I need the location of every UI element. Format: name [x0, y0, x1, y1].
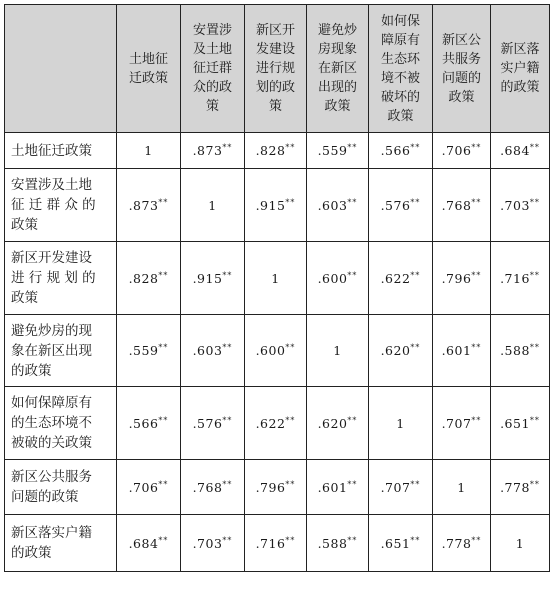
correlation-cell — [307, 242, 369, 315]
table-row — [5, 169, 550, 242]
correlation-cell — [369, 515, 433, 572]
row-header-line: 进 行 规 划 的 — [11, 270, 96, 286]
significance-marker: ** — [471, 535, 482, 545]
significance-marker: ** — [529, 479, 540, 489]
correlation-cell — [433, 133, 491, 169]
significance-marker: ** — [529, 197, 540, 207]
correlation-cell — [117, 133, 181, 169]
column-header-line: 新区落 — [500, 42, 540, 57]
correlation-cell — [245, 169, 307, 242]
correlation-value: .576 — [380, 197, 411, 213]
significance-marker: ** — [222, 270, 233, 280]
column-header-line: 迁政策 — [128, 70, 168, 86]
row-header — [5, 515, 117, 572]
column-header-line: 新区开 — [255, 23, 295, 38]
correlation-cell — [245, 460, 307, 515]
table-row — [5, 242, 550, 315]
significance-marker: ** — [529, 343, 540, 352]
row-header-line: 被破的关政策 — [11, 435, 92, 451]
table-row — [5, 133, 550, 169]
correlation-cell — [369, 133, 433, 169]
column-header-line: 政策 — [387, 108, 414, 124]
correlation-value: .716 — [255, 535, 286, 551]
correlation-value: .622 — [380, 270, 411, 286]
correlation-value: .684 — [128, 535, 159, 551]
row-header-line: 安置涉及土地 — [11, 177, 92, 193]
correlation-cell — [433, 387, 491, 460]
significance-marker: ** — [347, 143, 358, 152]
row-header — [5, 387, 117, 460]
row-header-line: 征 迁 群 众 的 — [11, 197, 96, 213]
correlation-value: .576 — [192, 415, 223, 431]
column-header-line: 策 — [205, 99, 219, 114]
correlation-cell — [307, 387, 369, 460]
significance-marker: ** — [471, 415, 482, 425]
correlation-cell — [181, 315, 245, 387]
column-header — [491, 5, 550, 133]
correlation-cell — [117, 169, 181, 242]
row-header — [5, 133, 117, 169]
correlation-value: .588 — [317, 535, 348, 551]
correlation-cell — [181, 460, 245, 515]
column-header — [369, 5, 433, 133]
significance-marker: ** — [285, 415, 296, 425]
correlation-value: .651 — [380, 535, 411, 551]
correlation-value: 1 — [333, 343, 342, 358]
significance-marker: ** — [222, 479, 233, 489]
column-header-line: 众的政 — [192, 80, 232, 95]
column-header-line: 破坏的 — [380, 89, 420, 105]
significance-marker: ** — [529, 143, 540, 152]
row-header-line: 象在新区出现 — [11, 342, 92, 359]
correlation-value: 1 — [515, 535, 525, 551]
column-header-line: 房现象 — [317, 42, 357, 57]
column-header-line: 问题的 — [441, 70, 481, 86]
correlation-cell — [245, 315, 307, 387]
significance-marker: ** — [222, 143, 233, 152]
significance-marker: ** — [410, 535, 421, 545]
correlation-cell — [181, 387, 245, 460]
correlation-cell — [181, 515, 245, 572]
significance-marker: ** — [471, 270, 482, 280]
correlation-cell — [117, 242, 181, 315]
column-header-line: 共服务 — [441, 51, 481, 67]
correlation-value: .778 — [500, 479, 530, 495]
row-header-line: 新区公共服务 — [11, 469, 92, 485]
column-header-line: 境不被 — [380, 70, 420, 86]
correlation-value: .796 — [441, 270, 472, 286]
row-header-line: 问题的政策 — [11, 489, 79, 505]
column-header — [181, 5, 245, 133]
correlation-cell — [181, 169, 245, 242]
correlation-value: .873 — [192, 143, 223, 158]
column-header-line: 生态环 — [380, 51, 420, 67]
correlation-value: .706 — [441, 143, 472, 158]
column-header-line: 发建设 — [255, 42, 295, 57]
correlation-value: .828 — [255, 143, 286, 158]
column-header-line: 如何保 — [380, 13, 420, 29]
correlation-cell — [117, 387, 181, 460]
correlation-value: 1 — [144, 143, 153, 158]
correlation-cell — [491, 387, 550, 460]
column-header-line: 安置涉 — [192, 23, 232, 38]
significance-marker: ** — [471, 197, 482, 207]
correlation-value: .915 — [255, 197, 286, 213]
row-header — [5, 460, 117, 515]
significance-marker: ** — [410, 343, 421, 352]
significance-marker: ** — [410, 143, 421, 152]
table-row — [5, 515, 550, 572]
column-header-line: 避免炒 — [317, 23, 357, 38]
correlation-value: .768 — [441, 197, 472, 213]
correlation-cell — [491, 133, 550, 169]
correlation-cell — [245, 133, 307, 169]
column-header-line: 划的政 — [255, 80, 295, 95]
correlation-cell — [117, 515, 181, 572]
significance-marker: ** — [222, 343, 233, 352]
row-header-line: 避免炒房的现 — [11, 322, 92, 339]
correlation-value: .566 — [128, 415, 159, 431]
column-header-line: 及土地 — [192, 42, 232, 57]
significance-marker: ** — [222, 415, 233, 425]
correlation-cell — [491, 315, 550, 387]
correlation-cell — [307, 169, 369, 242]
significance-marker: ** — [285, 479, 296, 489]
correlation-table — [4, 4, 550, 572]
row-header-line: 的政策 — [11, 362, 52, 379]
correlation-cell — [307, 460, 369, 515]
correlation-value: .707 — [441, 415, 472, 431]
correlation-cell — [245, 387, 307, 460]
significance-marker: ** — [471, 143, 482, 152]
correlation-value: .706 — [128, 479, 159, 495]
correlation-value: .768 — [192, 479, 223, 495]
column-header-line: 在新区 — [317, 61, 357, 76]
significance-marker: ** — [347, 270, 358, 280]
significance-marker: ** — [347, 415, 358, 425]
column-header-line: 政策 — [324, 99, 351, 114]
column-header — [245, 5, 307, 133]
row-header-line: 新区开发建设 — [11, 250, 92, 266]
significance-marker: ** — [158, 415, 169, 425]
header-corner-cell — [5, 5, 117, 133]
significance-marker: ** — [529, 270, 540, 280]
column-header — [117, 5, 181, 133]
header-row — [5, 5, 550, 133]
correlation-value: .566 — [380, 143, 411, 158]
row-header — [5, 315, 117, 387]
row-header-line: 如何保障原有 — [11, 395, 92, 411]
correlation-cell — [433, 169, 491, 242]
correlation-value: .703 — [192, 535, 223, 551]
correlation-cell — [491, 169, 550, 242]
correlation-value: .620 — [317, 415, 348, 431]
correlation-cell — [307, 515, 369, 572]
column-header-line: 进行规 — [255, 61, 295, 76]
row-header-line: 政策 — [11, 290, 38, 306]
significance-marker: ** — [158, 197, 169, 207]
correlation-cell — [433, 242, 491, 315]
correlation-value: .651 — [500, 415, 530, 431]
significance-marker: ** — [158, 343, 169, 352]
table-row — [5, 460, 550, 515]
correlation-cell — [369, 460, 433, 515]
correlation-value: .600 — [255, 343, 286, 358]
row-header-line: 土地征迁政策 — [11, 142, 92, 159]
significance-marker: ** — [410, 197, 421, 207]
column-header-line: 的政策 — [500, 80, 540, 95]
correlation-value: .622 — [255, 415, 286, 431]
significance-marker: ** — [285, 197, 296, 207]
correlation-value: .778 — [441, 535, 472, 551]
correlation-cell — [369, 315, 433, 387]
significance-marker: ** — [285, 535, 296, 545]
significance-marker: ** — [529, 415, 540, 425]
correlation-cell — [181, 242, 245, 315]
correlation-value: .828 — [128, 270, 159, 286]
correlation-value: .603 — [317, 197, 348, 213]
correlation-value: .915 — [192, 270, 223, 286]
correlation-cell — [491, 515, 550, 572]
correlation-value: 1 — [396, 415, 405, 431]
correlation-value: .603 — [192, 343, 223, 358]
significance-marker: ** — [410, 479, 421, 489]
correlation-value: .559 — [317, 143, 348, 158]
table-row — [5, 315, 550, 387]
column-header-line: 征迁群 — [192, 61, 232, 76]
correlation-value: .703 — [500, 197, 530, 213]
correlation-value: .796 — [255, 479, 286, 495]
correlation-cell — [491, 460, 550, 515]
significance-marker: ** — [410, 270, 421, 280]
correlation-value: 1 — [208, 197, 217, 213]
correlation-cell — [307, 133, 369, 169]
correlation-cell — [433, 460, 491, 515]
correlation-value: .620 — [380, 343, 411, 358]
correlation-value: 1 — [457, 479, 466, 495]
significance-marker: ** — [285, 343, 296, 352]
correlation-cell — [491, 242, 550, 315]
correlation-cell — [117, 315, 181, 387]
column-header-line: 新区公 — [441, 32, 481, 48]
table-row — [5, 387, 550, 460]
column-header-line: 策 — [268, 99, 282, 114]
correlation-value: .684 — [500, 143, 530, 158]
correlation-cell — [369, 387, 433, 460]
column-header-line: 实户籍 — [500, 61, 540, 76]
correlation-value: 1 — [271, 270, 280, 286]
row-header — [5, 169, 117, 242]
row-header-line: 的政策 — [11, 545, 52, 561]
significance-marker: ** — [347, 479, 358, 489]
correlation-cell — [245, 515, 307, 572]
correlation-cell — [433, 315, 491, 387]
correlation-value: .873 — [128, 197, 159, 213]
correlation-value: .707 — [380, 479, 411, 495]
correlation-cell — [181, 133, 245, 169]
column-header-line: 土地征 — [128, 51, 168, 67]
significance-marker: ** — [158, 535, 169, 545]
correlation-cell — [369, 169, 433, 242]
significance-marker: ** — [471, 343, 482, 352]
row-header-line: 政策 — [11, 217, 38, 233]
row-header-line: 新区落实户籍 — [11, 525, 92, 541]
significance-marker: ** — [347, 197, 358, 207]
table-body — [5, 133, 550, 572]
correlation-value: .600 — [317, 270, 348, 286]
column-header-line: 出现的 — [317, 80, 357, 95]
correlation-cell — [307, 315, 369, 387]
significance-marker: ** — [347, 535, 358, 545]
column-header-line: 政策 — [448, 89, 475, 105]
correlation-cell — [369, 242, 433, 315]
column-header — [433, 5, 491, 133]
correlation-value: .716 — [500, 270, 530, 286]
significance-marker: ** — [285, 143, 296, 152]
row-header — [5, 242, 117, 315]
significance-marker: ** — [222, 535, 233, 545]
correlation-cell — [433, 515, 491, 572]
correlation-value: .601 — [317, 479, 348, 495]
column-header-line: 障原有 — [380, 32, 420, 48]
row-header-line: 的生态环境不 — [11, 415, 92, 431]
correlation-value: .601 — [441, 343, 472, 358]
correlation-cell — [117, 460, 181, 515]
column-header — [307, 5, 369, 133]
correlation-cell — [245, 242, 307, 315]
significance-marker: ** — [158, 270, 169, 280]
correlation-value: .559 — [128, 343, 159, 358]
significance-marker: ** — [158, 479, 169, 489]
correlation-value: .588 — [500, 343, 530, 358]
